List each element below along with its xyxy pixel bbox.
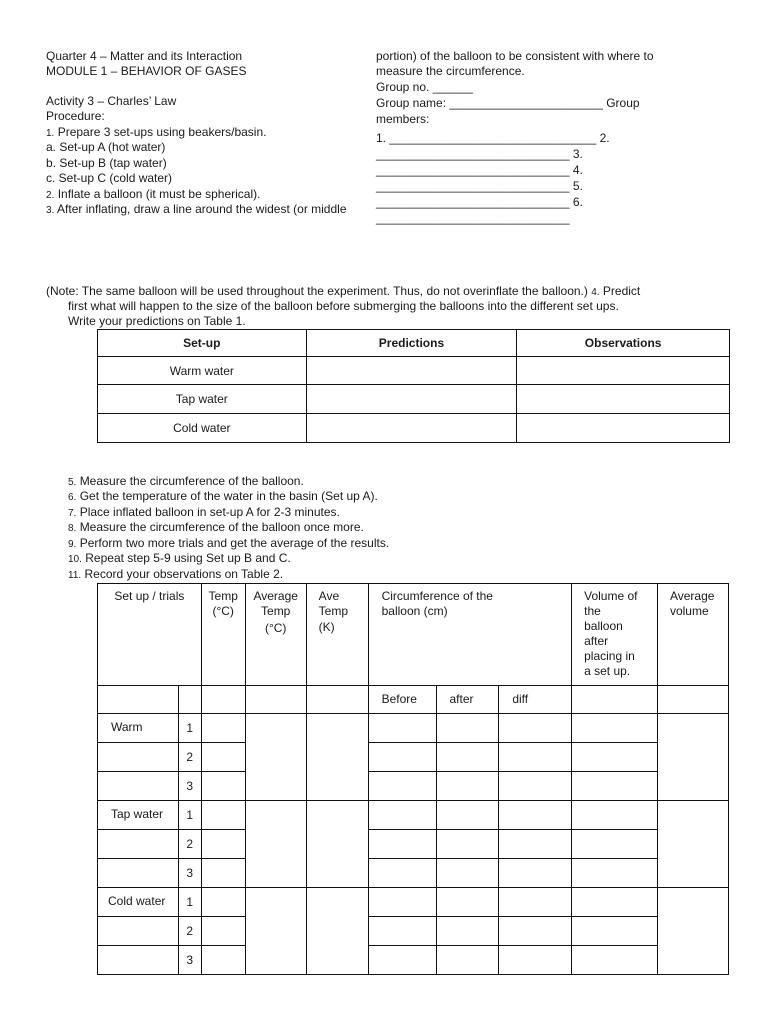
blank-cell <box>178 686 201 714</box>
volume-cell[interactable] <box>572 801 658 830</box>
step-text: Record your observations on Table 2. <box>84 567 284 581</box>
prediction-cell[interactable] <box>306 414 517 443</box>
step-8 <box>68 520 364 536</box>
observation-cell[interactable] <box>517 357 730 385</box>
member-line-2: _____________________________ 3. <box>376 147 583 161</box>
member-line-5: _____________________________ 6. <box>376 195 583 209</box>
step-number: 4. <box>591 287 600 298</box>
header-setup-trials: Set up / trials <box>98 584 202 686</box>
step-1c: c. Set-up C (cold water) <box>46 171 173 185</box>
setup-cell: Cold water <box>98 414 307 443</box>
step-1a: a. Set-up A (hot water) <box>46 140 166 154</box>
step-1 <box>46 125 266 141</box>
step-number: 10. <box>68 554 82 565</box>
table-row <box>98 946 729 975</box>
group-label-warm: Warm <box>98 714 179 743</box>
note-line-2: first what will happen to the size of the balloon before submerging the balloons into the different set ups. <box>68 299 619 313</box>
step-text: Measure the circumference of the balloon once more. <box>79 520 364 534</box>
before-cell[interactable] <box>368 714 437 743</box>
step-number: 2. <box>46 190 55 201</box>
table-row <box>98 385 730 414</box>
after-cell[interactable] <box>437 743 499 772</box>
member-line-3: _____________________________ 4. <box>376 163 583 177</box>
blank-cell <box>98 946 179 975</box>
step-9 <box>68 536 389 552</box>
step-number: 1. <box>46 128 55 139</box>
diff-cell[interactable] <box>499 801 572 830</box>
header-average-volume: Average volume <box>657 584 728 686</box>
table-row <box>98 830 729 859</box>
module-title: MODULE 1 – BEHAVIOR OF GASES <box>46 64 247 78</box>
volume-cell[interactable] <box>572 830 658 859</box>
step-7 <box>68 505 340 521</box>
member-line-1: 1. _______________________________ 2. <box>376 131 610 145</box>
step-text: After inflating, draw a line around the widest (or middle <box>57 202 347 216</box>
step-number: 5. <box>68 477 77 488</box>
setup-cell: Warm water <box>98 357 307 385</box>
volume-cell[interactable] <box>572 714 658 743</box>
before-cell[interactable] <box>368 772 437 801</box>
average-temp-cell[interactable] <box>245 801 306 888</box>
volume-cell[interactable] <box>572 859 658 888</box>
before-cell[interactable] <box>368 888 437 917</box>
trial-number: 1 <box>178 714 201 743</box>
group-label-cold-water: Cold water <box>98 888 179 917</box>
temp-cell[interactable] <box>201 859 245 888</box>
step-number: 6. <box>68 492 77 503</box>
step-1b: b. Set-up B (tap water) <box>46 156 167 170</box>
step-text: Perform two more trials and get the average of the results. <box>79 536 390 550</box>
temp-cell[interactable] <box>201 743 245 772</box>
note-text: (Note: The same balloon will be used throughout the experiment. Thus, do not overinflate the balloon.) <box>46 284 588 298</box>
after-cell[interactable] <box>437 859 499 888</box>
before-cell[interactable] <box>368 743 437 772</box>
trial-number: 3 <box>178 946 201 975</box>
blank-cell <box>98 743 179 772</box>
step-text: Measure the circumference of the balloon. <box>79 474 304 488</box>
blank-cell <box>306 686 368 714</box>
diff-cell[interactable] <box>499 946 572 975</box>
before-cell[interactable] <box>368 801 437 830</box>
note-line-1 <box>46 284 640 300</box>
after-cell[interactable] <box>437 917 499 946</box>
before-cell[interactable] <box>368 946 437 975</box>
table-row <box>98 357 730 385</box>
quarter-title: Quarter 4 – Matter and its Interaction <box>46 49 243 63</box>
average-volume-cell[interactable] <box>657 888 728 975</box>
step-5 <box>68 474 304 490</box>
trial-number: 3 <box>178 859 201 888</box>
trial-number: 1 <box>178 888 201 917</box>
trial-number: 2 <box>178 830 201 859</box>
activity-title: Activity 3 – Charles’ Law <box>46 94 177 108</box>
volume-cell[interactable] <box>572 917 658 946</box>
diff-cell[interactable] <box>499 917 572 946</box>
header-ave-temp-k: Ave Temp (K) <box>306 584 368 686</box>
step-text: Inflate a balloon (it must be spherical). <box>57 187 261 201</box>
table-row <box>98 743 729 772</box>
volume-cell[interactable] <box>572 946 658 975</box>
blank-cell <box>245 686 306 714</box>
blank-cell <box>98 686 179 714</box>
blank-cell <box>572 686 658 714</box>
diff-cell[interactable] <box>499 772 572 801</box>
continuation-line-1: portion) of the balloon to be consistent with where to <box>376 49 654 63</box>
temp-cell[interactable] <box>201 772 245 801</box>
temp-cell[interactable] <box>201 946 245 975</box>
after-cell[interactable] <box>437 714 499 743</box>
group-no-field: Group no. ______ <box>376 80 473 94</box>
blank-cell <box>201 686 245 714</box>
predictions-table <box>97 329 730 443</box>
volume-cell[interactable] <box>572 743 658 772</box>
setup-cell: Tap water <box>98 385 307 414</box>
blank-cell <box>657 686 728 714</box>
average-volume-cell[interactable] <box>657 714 728 801</box>
table-header-row <box>98 330 730 357</box>
header-setup: Set-up <box>98 330 307 357</box>
step-number: 9. <box>68 539 77 550</box>
table-row <box>98 888 729 917</box>
note-tail: Predict <box>602 284 641 298</box>
before-cell[interactable] <box>368 830 437 859</box>
diff-cell[interactable] <box>499 714 572 743</box>
after-cell[interactable] <box>437 888 499 917</box>
average-temp-cell[interactable] <box>245 888 306 975</box>
ave-temp-k-cell[interactable] <box>306 714 368 801</box>
blank-cell <box>98 830 179 859</box>
observations-table <box>97 583 729 975</box>
header-average-temp: Average Temp (°C) <box>245 584 306 686</box>
before-cell[interactable] <box>368 859 437 888</box>
observation-cell[interactable] <box>517 414 730 443</box>
blank-cell <box>98 772 179 801</box>
step-6 <box>68 489 378 505</box>
header-predictions: Predictions <box>306 330 517 357</box>
table-row <box>98 801 729 830</box>
volume-cell[interactable] <box>572 888 658 917</box>
before-cell[interactable] <box>368 917 437 946</box>
header-diff: diff <box>499 686 572 714</box>
volume-cell[interactable] <box>572 772 658 801</box>
trial-number: 2 <box>178 743 201 772</box>
step-number: 7. <box>68 508 77 519</box>
step-number: 8. <box>68 523 77 534</box>
diff-cell[interactable] <box>499 830 572 859</box>
step-2 <box>46 187 260 203</box>
after-cell[interactable] <box>437 801 499 830</box>
table-row <box>98 772 729 801</box>
continuation-line-2: measure the circumference. <box>376 64 525 78</box>
average-temp-cell[interactable] <box>245 714 306 801</box>
member-line-4: _____________________________ 5. <box>376 179 583 193</box>
step-3 <box>46 202 347 218</box>
diff-cell[interactable] <box>499 888 572 917</box>
step-number: 3. <box>46 205 55 216</box>
trial-number: 3 <box>178 772 201 801</box>
note-line-3: Write your predictions on Table 1. <box>68 314 246 328</box>
temp-cell[interactable] <box>201 714 245 743</box>
group-label-tap-water: Tap water <box>98 801 179 830</box>
observation-cell[interactable] <box>517 385 730 414</box>
blank-cell <box>98 917 179 946</box>
header-before: Before <box>368 686 437 714</box>
table-row <box>98 859 729 888</box>
header-observations: Observations <box>517 330 730 357</box>
header-volume: Volume of the balloon after placing in a set up. <box>572 584 658 686</box>
procedure-label: Procedure: <box>46 109 105 123</box>
step-text: Prepare 3 set-ups using beakers/basin. <box>57 125 267 139</box>
header-after: after <box>437 686 499 714</box>
diff-cell[interactable] <box>499 859 572 888</box>
table-row <box>98 414 730 443</box>
ave-temp-k-cell[interactable] <box>306 801 368 888</box>
after-cell[interactable] <box>437 946 499 975</box>
group-name-field: Group name: _______________________ Group <box>376 96 640 110</box>
step-text: Place inflated balloon in set-up A for 2-3 minutes. <box>79 505 340 519</box>
after-cell[interactable] <box>437 772 499 801</box>
table-header-row <box>98 584 729 686</box>
temp-cell[interactable] <box>201 888 245 917</box>
diff-cell[interactable] <box>499 743 572 772</box>
members-label: members: <box>376 112 430 126</box>
temp-cell[interactable] <box>201 801 245 830</box>
header-temp: Temp (°C) <box>201 584 245 686</box>
step-11 <box>68 567 283 583</box>
after-cell[interactable] <box>437 830 499 859</box>
step-text: Get the temperature of the water in the basin (Set up A). <box>79 489 378 503</box>
step-number: 11. <box>68 570 82 581</box>
header-circumference: Circumference of the balloon (cm) <box>368 584 572 686</box>
step-10 <box>68 551 291 567</box>
temp-cell[interactable] <box>201 830 245 859</box>
member-line-6: _____________________________ <box>376 211 570 225</box>
ave-temp-k-cell[interactable] <box>306 888 368 975</box>
step-text: Repeat step 5-9 using Set up B and C. <box>85 551 291 565</box>
blank-cell <box>98 859 179 888</box>
table-row <box>98 714 729 743</box>
trial-number: 1 <box>178 801 201 830</box>
table-row <box>98 917 729 946</box>
average-volume-cell[interactable] <box>657 801 728 888</box>
subheader-row <box>98 686 729 714</box>
trial-number: 2 <box>178 917 201 946</box>
prediction-cell[interactable] <box>306 385 517 414</box>
prediction-cell[interactable] <box>306 357 517 385</box>
temp-cell[interactable] <box>201 917 245 946</box>
